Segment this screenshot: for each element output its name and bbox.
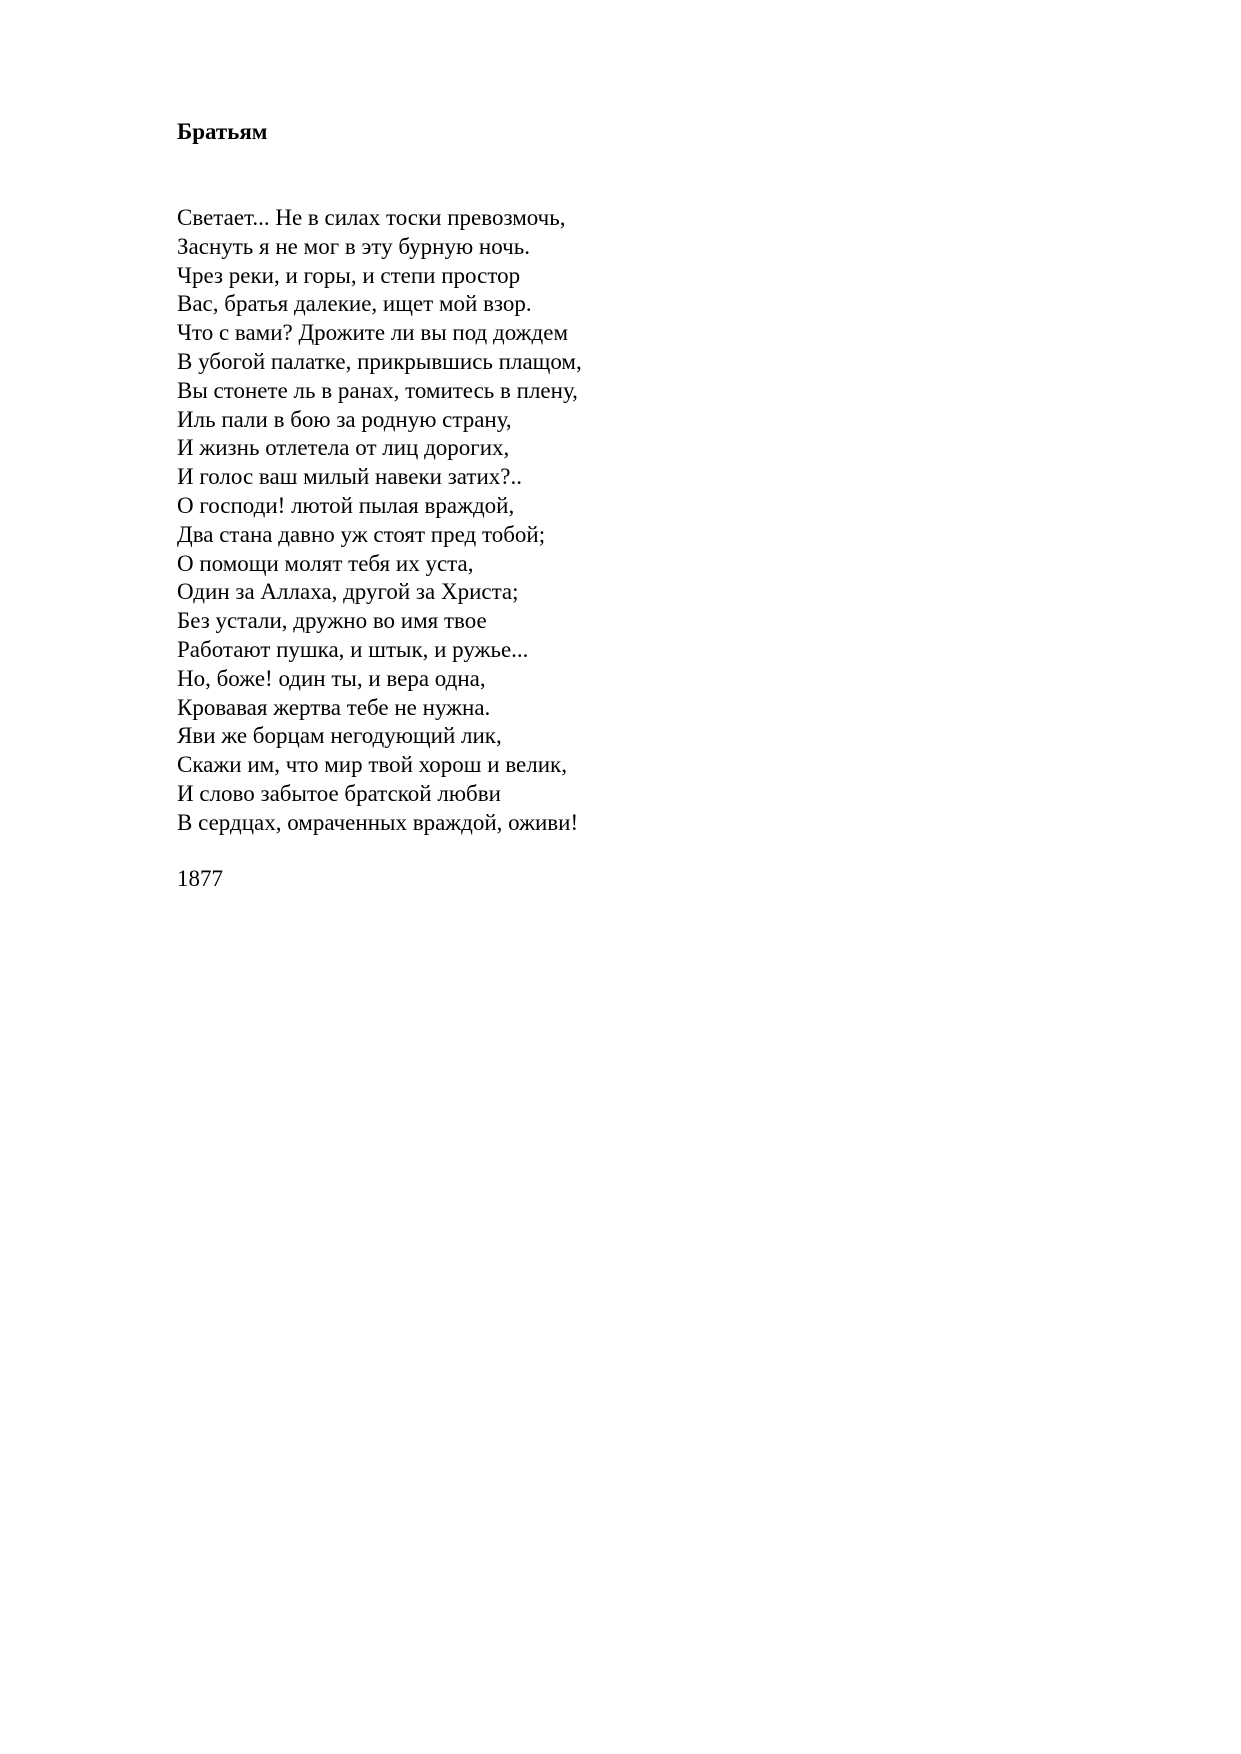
- poem-line: Кровавая жертва тебе не нужна.: [177, 694, 491, 720]
- poem-line: И слово забытое братской любви: [177, 780, 501, 806]
- poem-line: Скажи им, что мир твой хорош и велик,: [177, 752, 567, 778]
- poem-line: Вы стонете ль в ранах, томитесь в плену,: [177, 377, 578, 403]
- poem-body: [177, 204, 582, 838]
- poem-year: 1877: [177, 866, 223, 891]
- poem-line: О помощи молят тебя их уста,: [177, 550, 474, 576]
- poem-line: В убогой палатке, прикрывшись плащом,: [177, 348, 582, 374]
- poem-title: Братьям: [177, 119, 268, 144]
- poem-line: Два стана давно уж стоят пред тобой;: [177, 521, 546, 547]
- poem-line: Но, боже! один ты, и вера одна,: [177, 665, 486, 691]
- poem-line: Без устали, дружно во имя твое: [177, 608, 487, 634]
- poem-line: Заснуть я не мог в эту бурную ночь.: [177, 233, 530, 259]
- poem-line: И жизнь отлетела от лиц дорогих,: [177, 435, 510, 461]
- poem-line: Вас, братья далекие, ищет мой взор.: [177, 291, 532, 317]
- poem-line: Яви же борцам негодующий лик,: [177, 723, 502, 749]
- poem-line: Работают пушка, и штык, и ружье...: [177, 636, 529, 662]
- poem-line: В сердцах, омраченных враждой, оживи!: [177, 809, 579, 835]
- poem-line: О господи! лютой пылая враждой,: [177, 492, 515, 518]
- poem-line: Чрез реки, и горы, и степи простор: [177, 262, 521, 288]
- poem-line: И голос ваш милый навеки затих?..: [177, 464, 522, 490]
- poem-line: Иль пали в бою за родную страну,: [177, 406, 512, 432]
- poem-line: Светает... Не в силах тоски превозмочь,: [177, 205, 566, 230]
- poem-line: Что с вами? Дрожите ли вы под дождем: [177, 320, 568, 346]
- poem-line: Один за Аллаха, другой за Христа;: [177, 579, 519, 605]
